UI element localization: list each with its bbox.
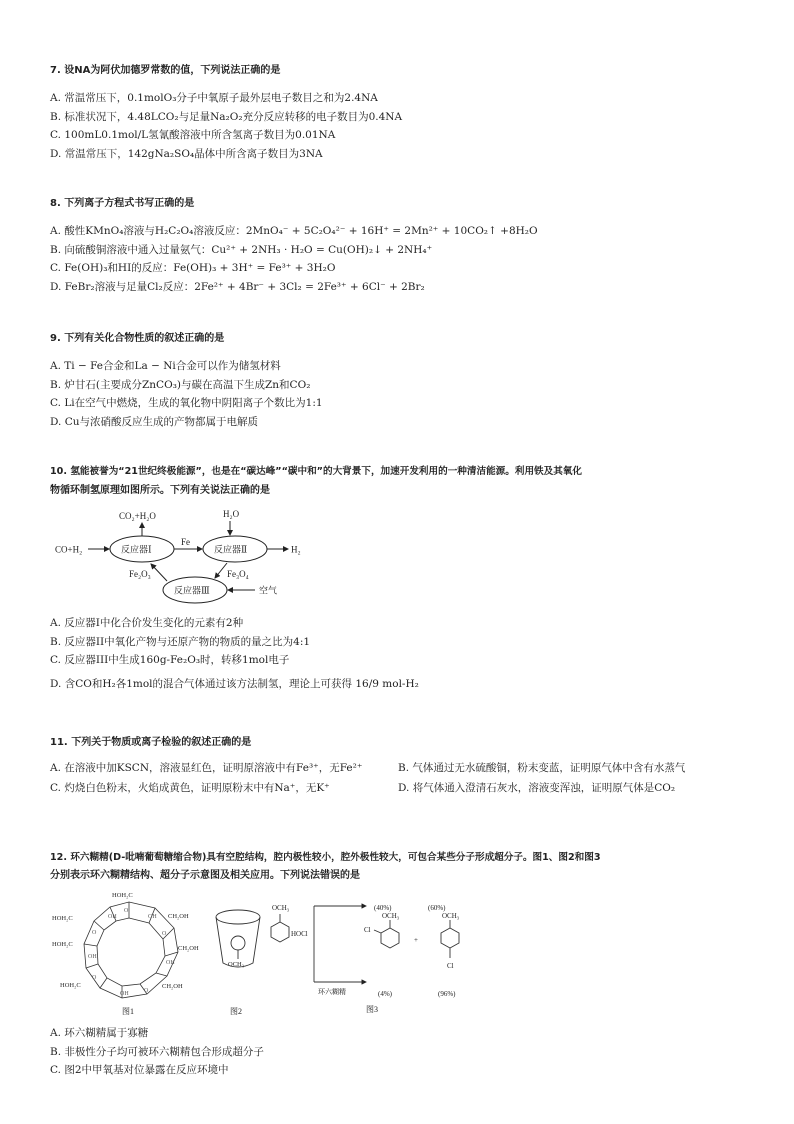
option-a: A. 常温常压下，0.1molO₃分子中氧原子最外层电子数目之和为2.4NA bbox=[50, 92, 378, 104]
svg-text:O: O bbox=[92, 930, 97, 936]
input-h2o: H₂O bbox=[223, 509, 240, 519]
question-stem: 7. 设NA为阿伏加德罗常数的值，下列说法正确的是 bbox=[50, 65, 281, 76]
fe-label: Fe bbox=[181, 537, 190, 547]
input-co-h2: CO+H₂ bbox=[55, 544, 83, 555]
reactor-3-label: 反应器Ⅲ bbox=[174, 585, 210, 596]
svg-text:O: O bbox=[162, 931, 167, 937]
option-c: C. 灼烧白色粉末，火焰成黄色，证明原粉末中有Na⁺，无K⁺ bbox=[50, 782, 330, 794]
group-label: CH₂OH bbox=[178, 945, 199, 952]
option-a: A. Ti − Fe合金和La − Ni合金可以作为储氢材料 bbox=[50, 360, 281, 372]
group-label: CH₂OH bbox=[168, 913, 189, 920]
svg-text:O: O bbox=[124, 908, 129, 914]
group-label: CH₂OH bbox=[162, 983, 183, 990]
options-row-1 bbox=[50, 761, 750, 776]
svg-text:OH: OH bbox=[166, 960, 175, 966]
option-a: A. 环六糊精属于寡糖 bbox=[50, 1027, 149, 1039]
option-c: C. Li在空气中燃烧，生成的氧化物中阴阳离子个数比为1:1 bbox=[50, 397, 323, 409]
option-a: A. 酸性KMnO₄溶液与H₂C₂O₄溶液反应：2MnO₄⁻ + 5C₂O₄²⁻ + 16H⁺ = 2Mn²⁺ + 10CO₂↑ +8H₂O bbox=[50, 225, 538, 237]
svg-text:OH: OH bbox=[120, 991, 129, 997]
reactant-och3: OCH₃ bbox=[272, 904, 290, 912]
option-c: C. 反应器III中生成160g-Fe₂O₃时，转移1mol电子 bbox=[50, 654, 290, 666]
reactor-1-label: 反应器Ⅰ bbox=[121, 544, 152, 555]
option-d: D. Cu与浓硝酸反应生成的产物都属于电解质 bbox=[50, 415, 259, 428]
supramolecule-figure bbox=[212, 905, 264, 1017]
option-b: B. 气体通过无水硫酸铜，粉末变蓝，证明原气体中含有水蒸气 bbox=[398, 762, 686, 774]
percent-4: (4%) bbox=[378, 990, 392, 998]
ortho-cl: Cl bbox=[364, 926, 371, 934]
svg-text:OH: OH bbox=[108, 914, 117, 920]
ortho-och3: OCH₃ bbox=[382, 912, 400, 920]
group-label: HOH₂C bbox=[60, 982, 81, 989]
question-stem-line2: 物循环制氢原理如图所示。下列有关说法正确的是 bbox=[50, 485, 270, 496]
option-b: B. 反应器II中氧化产物与还原产物的物质的量之比为4:1 bbox=[50, 635, 311, 648]
cyclodextrin-label: 环六糊精 bbox=[318, 988, 346, 996]
option-c: C. Fe(OH)₃和HI的反应：Fe(OH)₃ + 3H⁺ = Fe³⁺ + 3H₂O bbox=[50, 262, 336, 274]
question-stem-line1: 10. 氢能被誉为“21世纪终极能源”，也是在“碳达峰”“碳中和”的大背景下，加速开发利用的一种清洁能源。利用铁及其氧化 bbox=[50, 466, 583, 477]
svg-text:OH: OH bbox=[148, 914, 157, 920]
option-d: D. 常温常压下，142gNa₂SO₄晶体中所含离子数目为3NA bbox=[50, 147, 323, 160]
question-stem-line2: 分别表示环六糊精结构、超分子示意图及相关应用。下列说法错误的是 bbox=[50, 870, 360, 881]
hocl-label: HOCl bbox=[291, 930, 308, 938]
question-12 bbox=[50, 850, 750, 884]
option-a: A. 在溶液中加KSCN，溶液显红色，证明原溶液中有Fe³⁺，无Fe²⁺ bbox=[50, 762, 363, 774]
cyclodextrin-structure-figure bbox=[52, 888, 207, 1018]
question-7 bbox=[50, 63, 750, 163]
air-label: 空气 bbox=[259, 585, 278, 596]
question-10-options bbox=[50, 614, 750, 693]
question-12-options bbox=[50, 1024, 750, 1080]
figure-1-label: 图1 bbox=[122, 1007, 134, 1016]
fe2o3-label: Fe₂O₃ bbox=[129, 569, 151, 579]
plus-sign: + bbox=[414, 936, 418, 944]
question-11 bbox=[50, 735, 750, 796]
hydrogen-cycle-diagram bbox=[55, 507, 315, 605]
percent-96: (96%) bbox=[438, 990, 456, 998]
question-stem-line1: 12. 环六糊精(D-吡喃葡萄糖缩合物)具有空腔结构，腔内极性较小，腔外极性较大，可包合某些分子形成超分子。图1、图2和图3 bbox=[50, 852, 601, 863]
svg-text:OCH₃: OCH₃ bbox=[228, 961, 244, 968]
percent-40: (40%) bbox=[374, 904, 392, 912]
svg-text:O: O bbox=[92, 975, 97, 981]
output-co2-h2o: CO₂+H₂O bbox=[119, 511, 156, 521]
question-stem: 8. 下列离子方程式书写正确的是 bbox=[50, 198, 195, 209]
svg-text:O: O bbox=[144, 988, 149, 994]
para-cl: Cl bbox=[447, 962, 454, 970]
option-d: D. FeBr₂溶液与足量Cl₂反应：2Fe²⁺ + 4Br⁻ + 3Cl₂ = 2Fe³⁺ + 6Cl⁻ + 2Br₂ bbox=[50, 280, 425, 293]
option-c: C. 图2中甲氧基对位暴露在反应环境中 bbox=[50, 1064, 229, 1076]
question-10 bbox=[50, 464, 750, 499]
options-row-2 bbox=[50, 781, 750, 796]
option-b: B. 非极性分子均可被环六糊精包合形成超分子 bbox=[50, 1045, 264, 1058]
group-label: HOH₂C bbox=[112, 892, 133, 899]
option-d: D. 含CO和H₂各1mol的混合气体通过该方法制氢，理论上可获得 16/9 mol-H₂ bbox=[50, 677, 419, 690]
group-label: HOH₂C bbox=[52, 915, 73, 922]
svg-text:OH: OH bbox=[88, 954, 97, 960]
option-b: B. 向硫酸铜溶液中通入过量氨气：Cu²⁺ + 2NH₃ · H₂O = Cu(OH)₂↓ + 2NH₄⁺ bbox=[50, 243, 433, 256]
reaction-scheme-figure bbox=[266, 896, 476, 1018]
question-8 bbox=[50, 196, 750, 296]
option-b: B. 炉甘石(主要成分ZnCO₃)与碳在高温下生成Zn和CO₂ bbox=[50, 378, 311, 391]
para-och3: OCH₃ bbox=[442, 912, 460, 920]
question-9 bbox=[50, 331, 750, 431]
option-d: D. 将气体通入澄清石灰水，溶液变浑浊，证明原气体是CO₂ bbox=[398, 782, 676, 794]
output-h2: H₂ bbox=[291, 544, 301, 555]
option-a: A. 反应器I中化合价发生变化的元素有2种 bbox=[50, 617, 244, 629]
question-stem: 11. 下列关于物质或离子检验的叙述正确的是 bbox=[50, 737, 252, 748]
group-label: HOH₂C bbox=[52, 941, 73, 948]
reactor-2-label: 反应器Ⅱ bbox=[214, 544, 248, 555]
figure-2-label: 图2 bbox=[230, 1007, 242, 1016]
figure-3-label: 图3 bbox=[366, 1005, 378, 1014]
option-c: C. 100mL0.1mol/L氢氰酸溶液中所含氢离子数目为0.01NA bbox=[50, 129, 336, 141]
option-b: B. 标准状况下，4.48LCO₂与足量Na₂O₂充分反应转移的电子数目为0.4NA bbox=[50, 110, 403, 123]
question-stem: 9. 下列有关化合物性质的叙述正确的是 bbox=[50, 333, 225, 344]
percent-60: (60%) bbox=[428, 904, 446, 912]
fe3o4-label: Fe₃O₄ bbox=[227, 569, 249, 579]
